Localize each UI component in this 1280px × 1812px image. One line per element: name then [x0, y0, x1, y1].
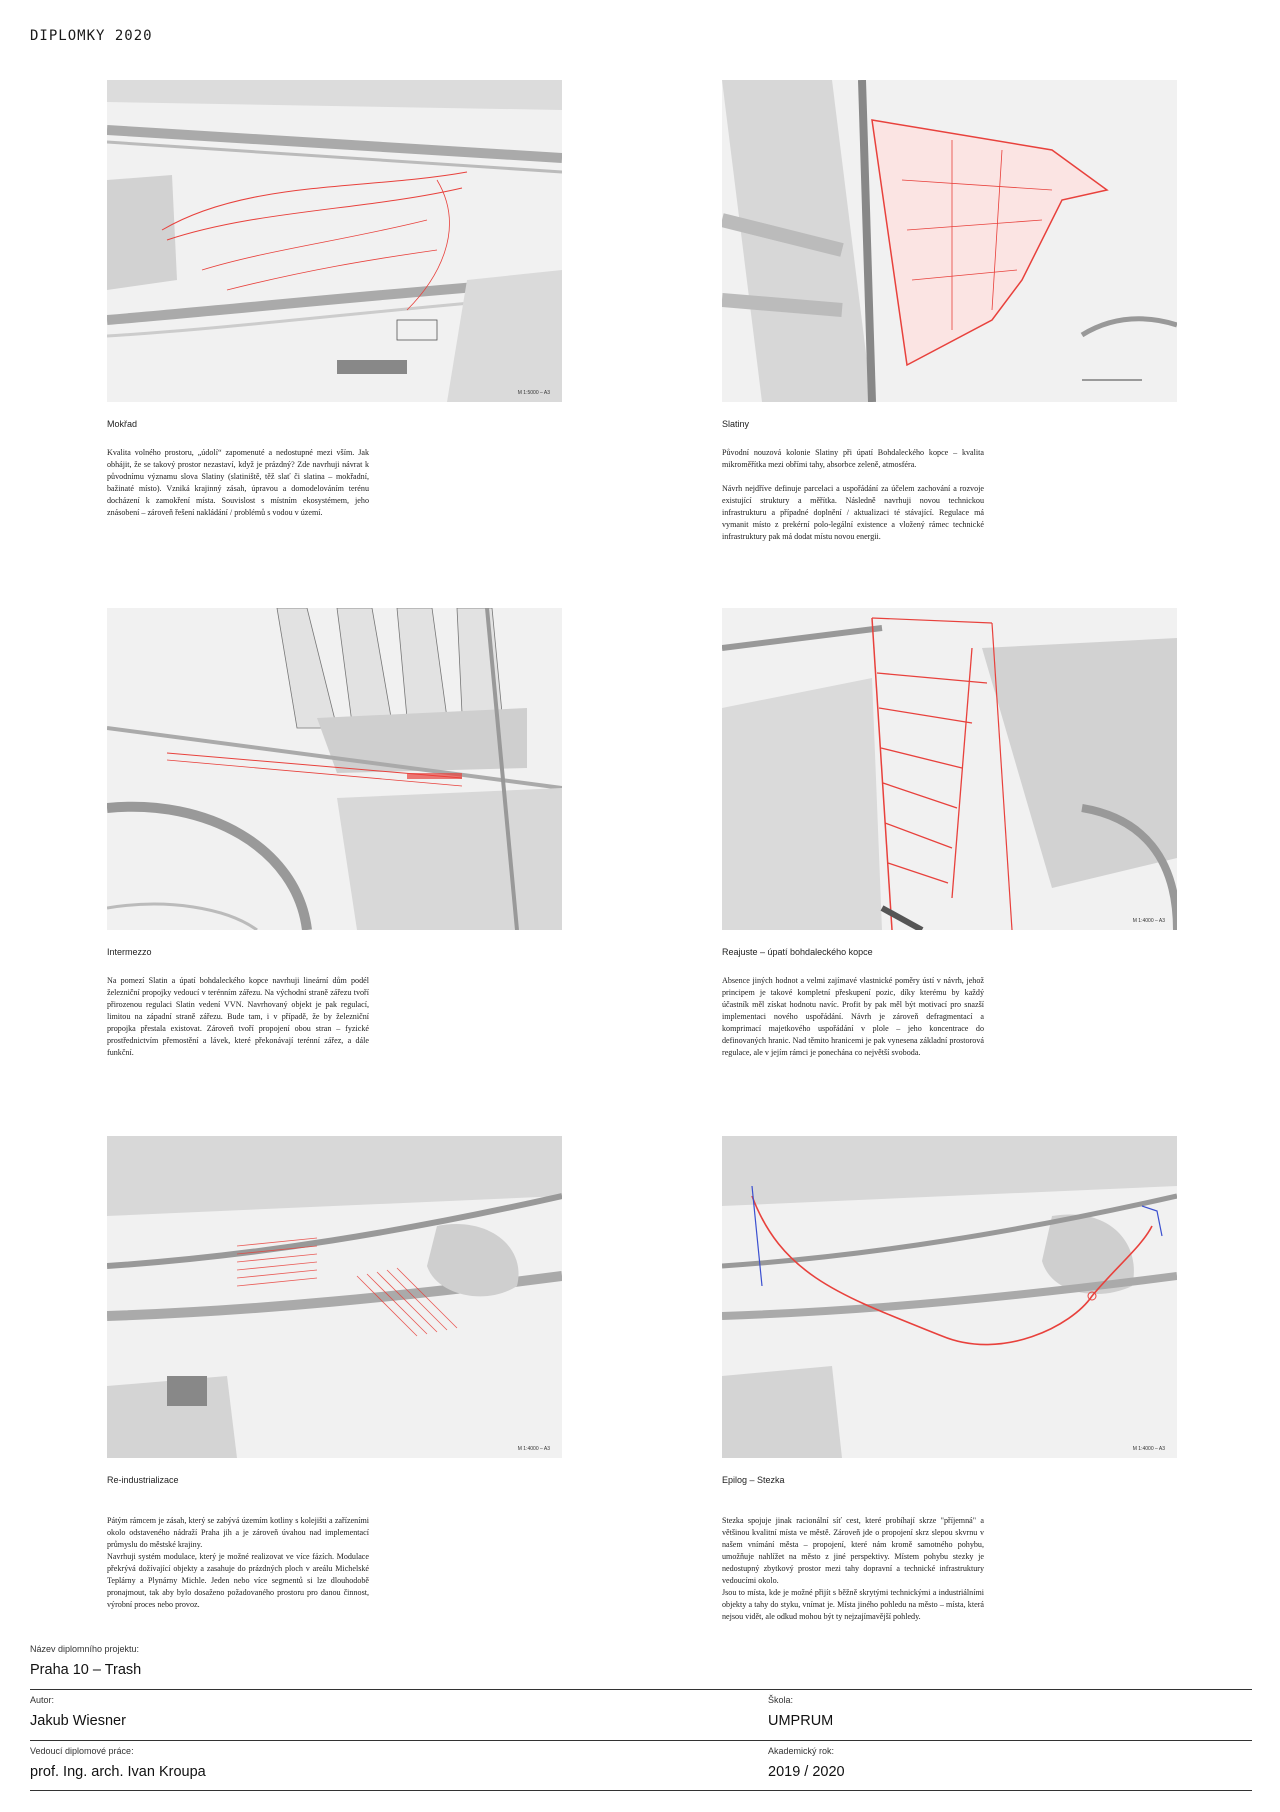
- year-label: Akademický rok:: [768, 1746, 835, 1756]
- footer-divider: [30, 1740, 1252, 1741]
- map-scale: M 1:4000 – A3: [517, 1446, 550, 1452]
- author-value: Jakub Wiesner: [30, 1713, 126, 1729]
- panel-epilog: [722, 1136, 1177, 1647]
- panel-paragraph: Absence jiných hodnot a velmi zajímavé vlastnické poměry ústí v návrh, jehož principem je takové kompletní přeskupení pozic, díky kterému by každý účastník měl získat hodnotu navíc. Profit by pak měl být motivací pro snazší implementaci nového uspořádání. Návrh je zároveň defragmentací a komprimací majetkového uspořádání v plole – jeho koncentrace do definovaných hranic. Nad těmito hranicemi je pak vynesena základní prostorová regulace, ale v jejím rámci je ponechána co největší svoboda.: [722, 976, 984, 1057]
- panel-paragraph: Na pomezí Slatin a úpatí bohdaleckého kopce navrhuji lineární dům podél železniční propojky vedoucí v terénním zářezu. Na východní straně zářezu tvoří přirozenou regulaci Slatin vedení VVN. Navrhovaný objekt je pak regulací, limitou na západní straně zářezu. Bude tam, i v případě, že by železniční propojka přestala existovat. Zároveň tvoří propojení obou stran – fyzické prostřednictvím přemostění a lávek, které překonávají terénní zářez, a dále funkční.: [107, 976, 369, 1057]
- poster-header: DIPLOMKY 2020: [30, 28, 153, 44]
- map-image: [107, 80, 562, 402]
- footer-project: [30, 1644, 1252, 1678]
- footer-year: [768, 1746, 845, 1780]
- map-scale: M 1:5000 – A3: [517, 390, 550, 396]
- map-image: [722, 1136, 1177, 1458]
- panel-mokrad: [107, 80, 562, 531]
- panel-intermezzo: [107, 608, 562, 1071]
- map-scale: M 1:4000 – A3: [1132, 1446, 1165, 1452]
- map-scale: M 1:4000 – A3: [1132, 918, 1165, 924]
- year-value: 2019 / 2020: [768, 1764, 845, 1780]
- panel-title: Epilog – Stezka: [722, 1475, 785, 1485]
- map-drawing: [722, 608, 1177, 930]
- panel-text: [722, 975, 984, 1059]
- panel-paragraph: Stezka spojuje jinak racionální síť cest, které probíhají skrze "příjemná" a většinou kvalitní místa ve městě. Zároveň jde o propojení skrz slepou skvrnu v našem vnímání města – propojení, které nám kromě samotného pohybu, umožňuje nahlížet na město z jiné perspektivy. Místem pohybu stezky je nedostupný zbytkový prostor mezi tahy dopravní a technické infrastruktury vedoucími okolo. Jsou to místa, kde je možné přijít s běžně skrytými technickými a industriálními objekty a tahy do styku, vnímat je. Místa jiného pohledu na město – místa, která nejsou vidět, ale odkud mohou být ty nejzajímavější pohledy.: [722, 1516, 984, 1621]
- panel-text: [107, 975, 369, 1059]
- map-image: [722, 80, 1177, 402]
- panel-slatiny: [722, 80, 1177, 555]
- panel-title: Slatiny: [722, 419, 750, 429]
- panel-paragraph: Kvalita volného prostoru, „údolí“ zapomenuté a nedostupné mezi vším. Jak obhájit, že se takový prostor nezastaví, když je prázdný? Zde navrhuji návrat k původnímu významu slova Slatiny (slatiniště, těž slať či slatina – mokřadní, bažinaté místo). Vzniká krajinný zásah, úpravou a domodelováním terénu docházení k zamokření místa. Souvislost s místním ekosystémem, jeho znásobení – zároveň řešení nakládání / problémů s vodou v území.: [107, 448, 369, 517]
- panel-text: [722, 1503, 984, 1647]
- map-drawing: [722, 1136, 1177, 1458]
- panel-reindustrializace: [107, 1136, 562, 1635]
- map-drawing: [107, 608, 562, 930]
- panel-title: Re-industrializace: [107, 1475, 179, 1485]
- panel-text: [107, 447, 369, 519]
- footer-divider: [30, 1689, 1252, 1690]
- panel-paragraph: Návrh nejdříve definuje parcelaci a uspořádání za účelem zachování a rozvoje existující struktury a měřítka. Následně navrhuji novou technickou infrastrukturu a případné doplnění / aktualizaci té stávající. Regulace má vymanit místo z prekérní polo-legální existence a vložený rámec technické infrastruktury pak má dodat místu novou energii.: [722, 484, 984, 541]
- footer-divider: [30, 1790, 1252, 1791]
- map-image: [722, 608, 1177, 930]
- supervisor-label: Vedoucí diplomové práce:: [30, 1746, 134, 1756]
- panel-title: Mokřad: [107, 419, 138, 429]
- map-drawing: [107, 1136, 562, 1458]
- supervisor-value: prof. Ing. arch. Ivan Kroupa: [30, 1764, 206, 1780]
- map-drawing: [722, 80, 1177, 402]
- panel-text: [107, 1503, 369, 1635]
- footer-author: [30, 1695, 126, 1729]
- panel-title: Intermezzo: [107, 947, 152, 957]
- panel-paragraph: Původní nouzová kolonie Slatiny při úpatí Bohdaleckého kopce – kvalita mikroměřítka mezi obřími tahy, absorbce zeleně, atmosféra.: [722, 448, 984, 469]
- school-label: Škola:: [768, 1695, 794, 1705]
- panel-reajuste: [722, 608, 1177, 1071]
- panel-title: Reajuste – úpatí bohdaleckého kopce: [722, 947, 873, 957]
- footer-supervisor: [30, 1746, 206, 1780]
- map-drawing: [107, 80, 562, 402]
- panel-text: [722, 447, 984, 543]
- panel-paragraph: Pátým rámcem je zásah, který se zabývá územím kotliny s kolejišti a zařízeními okolo odstaveného nádraží Praha jih a je zároveň úvahou nad implementací průmyslu do městské krajiny. Navrhuji systém modulace, který je možné realizovat ve více fázích. Modulace překrývá dožívající objekty a zasahuje do prázdných ploch v areálu Michelské Teplárny a Plynárny Michle. Jeden nebo více segmentů si lze dlouhodobě pronajmout, tak aby bylo dosaženo požadovaného prostoru pro danou činnost, výrobní proces nebo provoz.: [107, 1516, 369, 1609]
- project-value: Praha 10 – Trash: [30, 1662, 142, 1678]
- project-label: Název diplomního projektu:: [30, 1644, 140, 1654]
- school-value: UMPRUM: [768, 1713, 834, 1729]
- map-image: [107, 608, 562, 930]
- author-label: Autor:: [30, 1695, 55, 1705]
- footer-school: [768, 1695, 833, 1729]
- map-image: [107, 1136, 562, 1458]
